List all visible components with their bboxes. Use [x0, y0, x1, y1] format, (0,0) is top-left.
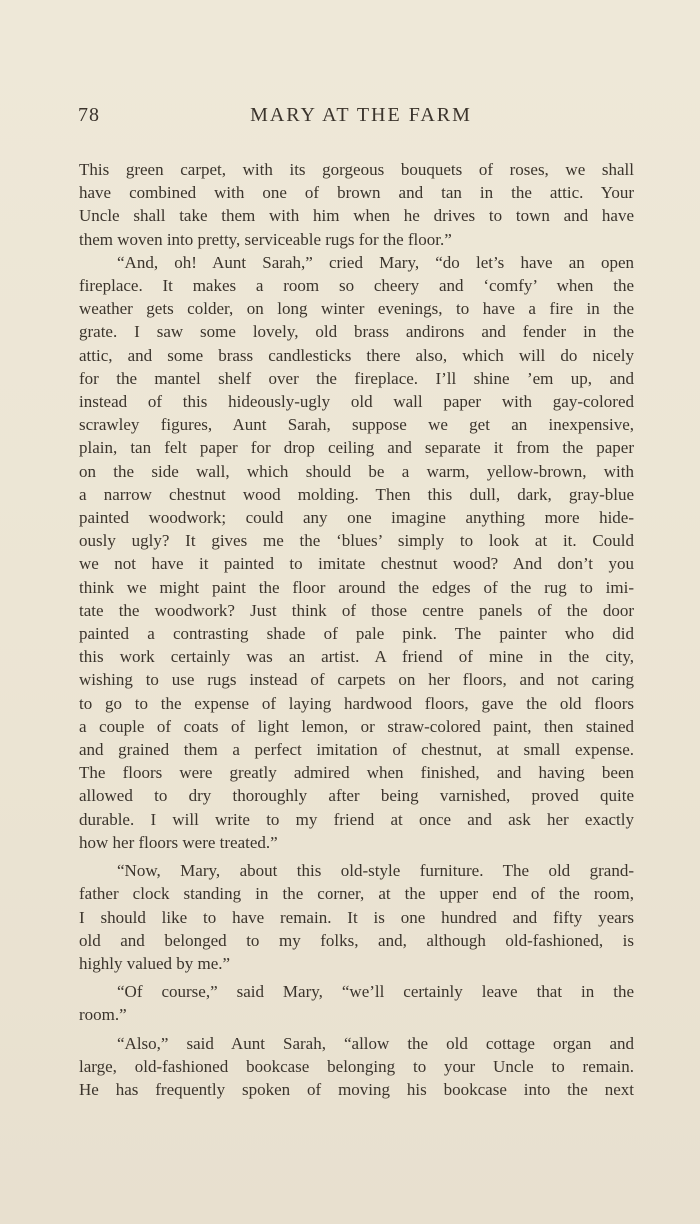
- text-line: we not have it painted to imitate chestnut wood? And don’t you: [79, 554, 634, 574]
- text-line: weather gets colder, on long winter evenings, to have a fire in the: [79, 299, 634, 319]
- text-line: and grained them a perfect imitation of chestnut, at small expense.: [79, 740, 634, 760]
- page-number: 78: [78, 104, 100, 126]
- text-line: tate the woodwork? Just think of those centre panels of the door: [79, 600, 634, 620]
- text-line: have combined with one of brown and tan in the attic. Your: [79, 183, 634, 203]
- text-line: The floors were greatly admired when finished, and having been: [79, 763, 634, 783]
- text-line: He has frequently spoken of moving his bookcase into the next: [79, 1079, 634, 1099]
- text-line: highly valued by me.”: [79, 953, 231, 973]
- text-line: “Now, Mary, about this old-style furniture. The old grand-: [117, 861, 634, 881]
- text-line: “Also,” said Aunt Sarah, “allow the old cottage organ and: [117, 1033, 634, 1053]
- text-line: room.”: [79, 1005, 127, 1025]
- text-line: this work certainly was an artist. A friend of mine in the city,: [79, 647, 634, 667]
- text-line: how her floors were treated.”: [79, 832, 278, 852]
- text-line: wishing to use rugs instead of carpets on her floors, and not caring: [79, 670, 634, 690]
- text-line: fireplace. It makes a room so cheery and ‘comfy’ when the: [79, 276, 634, 296]
- text-line: scrawley figures, Aunt Sarah, suppose we get an inexpensive,: [79, 415, 634, 435]
- text-line: large, old-fashioned bookcase belonging to your Uncle to remain.: [79, 1056, 634, 1076]
- text-line: ously ugly? It gives me the ‘blues’ simply to look at it. Could: [79, 531, 634, 551]
- text-line: old and belonged to my folks, and, although old-fashioned, is: [79, 930, 634, 950]
- text-line: them woven into pretty, serviceable rugs for the floor.”: [79, 229, 452, 249]
- text-line: allowed to dry thoroughly after being varnished, proved quite: [79, 786, 634, 806]
- text-line: “And, oh! Aunt Sarah,” cried Mary, “do let’s have an open: [117, 252, 634, 272]
- running-title: MARY AT THE FARM: [250, 104, 472, 126]
- text-line: for the mantel shelf over the fireplace. I’ll shine ’em up, and: [79, 368, 634, 388]
- text-line: on the side wall, which should be a warm, yellow-brown, with: [79, 461, 634, 481]
- text-line: painted woodwork; could any one imagine anything more hide-: [79, 508, 634, 528]
- text-line: attic, and some brass candlesticks there also, which will do nicely: [79, 345, 634, 365]
- body-text: [79, 158, 634, 1101]
- text-line: father clock standing in the corner, at the upper end of the room,: [79, 884, 634, 904]
- text-line: grate. I saw some lovely, old brass andirons and fender in the: [79, 322, 634, 342]
- text-line: instead of this hideously-ugly old wall paper with gay-colored: [79, 392, 634, 412]
- text-line: a narrow chestnut wood molding. Then this dull, dark, gray-blue: [79, 484, 634, 504]
- text-line: painted a contrasting shade of pale pink. The painter who did: [79, 624, 634, 644]
- text-line: think we might paint the floor around the edges of the rug to imi-: [79, 577, 634, 597]
- text-line: durable. I will write to my friend at once and ask her exactly: [79, 809, 634, 829]
- text-line: Uncle shall take them with him when he drives to town and have: [79, 206, 634, 226]
- page-header: [78, 104, 626, 134]
- text-line: I should like to have remain. It is one hundred and fifty years: [79, 907, 634, 927]
- text-line: a couple of coats of light lemon, or straw-colored paint, then stained: [79, 716, 634, 736]
- text-line: plain, tan felt paper for drop ceiling and separate it from the paper: [79, 438, 634, 458]
- text-line: to go to the expense of laying hardwood floors, gave the old floors: [79, 693, 634, 713]
- text-line: This green carpet, with its gorgeous bouquets of roses, we shall: [79, 160, 634, 179]
- text-line: “Of course,” said Mary, “we’ll certainly leave that in the: [117, 982, 634, 1002]
